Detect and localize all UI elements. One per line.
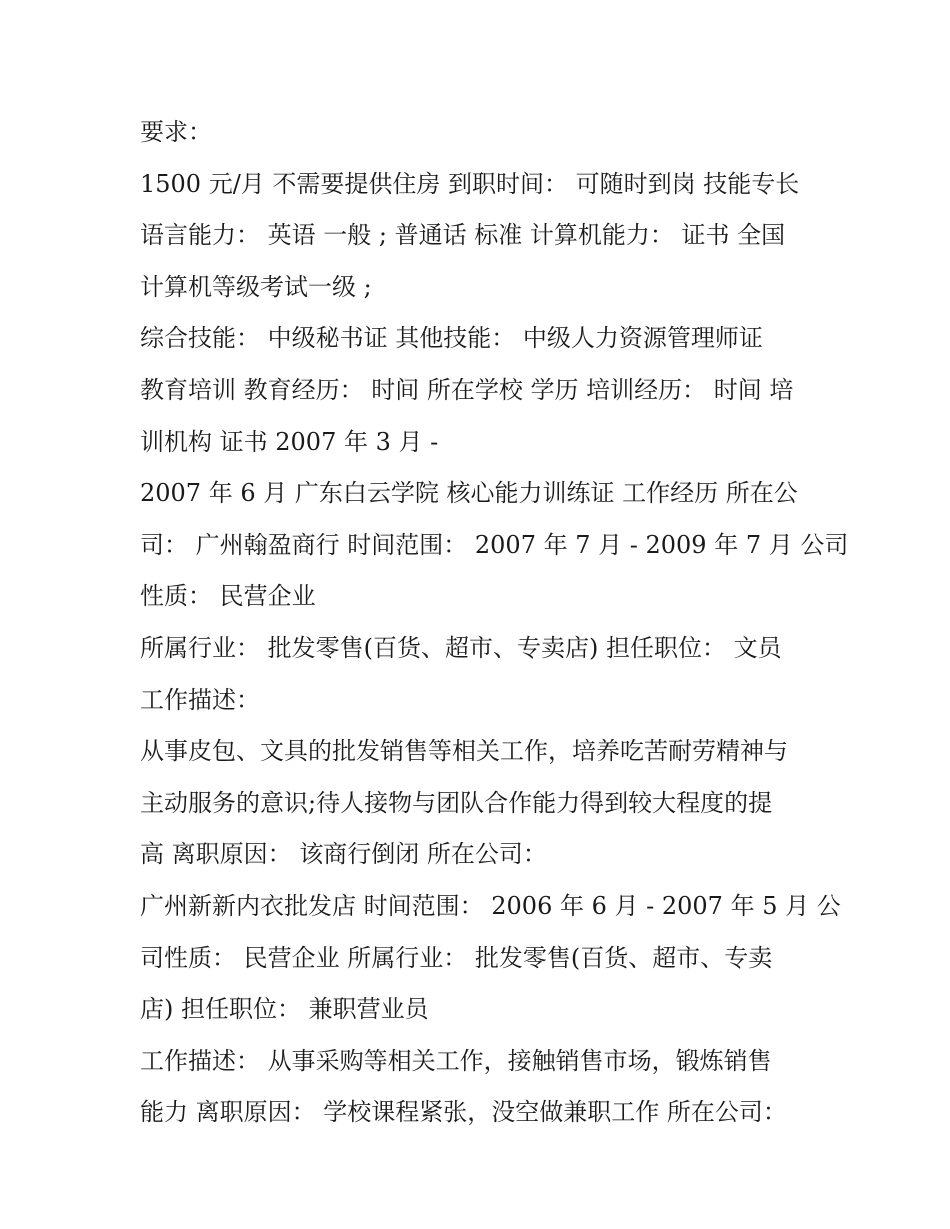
- text-line-job-description-heading: 工作描述：: [140, 685, 260, 714]
- text-line-leave-reason-2: 能力 离职原因： 学校课程紧张，没空做兼职工作 所在公司：: [140, 1098, 787, 1127]
- text-line-industry-1: 所属行业： 批发零售(百货、超市、专卖店) 担任职位： 文员: [140, 633, 782, 662]
- text-line-training-dates: 2007 年 6 月 广东白云学院 核心能力训练证 工作经历 所在公: [140, 479, 798, 508]
- text-line-position-2: 店) 担任职位： 兼职营业员: [140, 995, 429, 1024]
- text-line-requirements-heading: 要求：: [140, 118, 212, 146]
- text-line-company-1-nature: 性质： 民营企业: [140, 582, 316, 611]
- text-line-job-description-1a: 从事皮包、文具的批发销售等相关工作，培养吃苦耐劳精神与: [140, 737, 788, 766]
- text-line-company-2: 广州新新内衣批发店 时间范围： 2006 年 6 月 - 2007 年 5 月 公: [140, 891, 841, 920]
- text-line-training: 训机构 证书 2007 年 3 月 -: [140, 427, 439, 456]
- text-line-language-skills: 语言能力： 英语 一般 ; 普通话 标准 计算机能力： 证书 全国: [140, 221, 786, 250]
- text-line-job-description-1b: 主动服务的意识;待人接物与团队合作能力得到较大程度的提: [140, 788, 773, 817]
- text-line-education: 教育培训 教育经历： 时间 所在学校 学历 培训经历： 时间 培: [140, 375, 794, 404]
- text-line-general-skills: 综合技能： 中级秘书证 其他技能： 中级人力资源管理师证: [140, 324, 763, 353]
- text-line-leave-reason-1: 高 离职原因： 该商行倒闭 所在公司：: [140, 840, 547, 869]
- document-body: [140, 107, 849, 1139]
- text-line-salary: 1500 元/月 不需要提供住房 到职时间： 可随时到岗 技能专长: [140, 169, 800, 198]
- text-line-job-description-2: 工作描述： 从事采购等相关工作，接触销售市场，锻炼销售: [140, 1046, 772, 1075]
- text-line-company-2-nature: 司性质： 民营企业 所属行业： 批发零售(百货、超市、专卖: [140, 943, 773, 972]
- text-line-computer-cert: 计算机等级考试一级 ;: [140, 272, 372, 301]
- text-line-company-1: 司： 广州翰盈商行 时间范围： 2007 年 7 月 - 2009 年 7 月 公司: [140, 530, 849, 559]
